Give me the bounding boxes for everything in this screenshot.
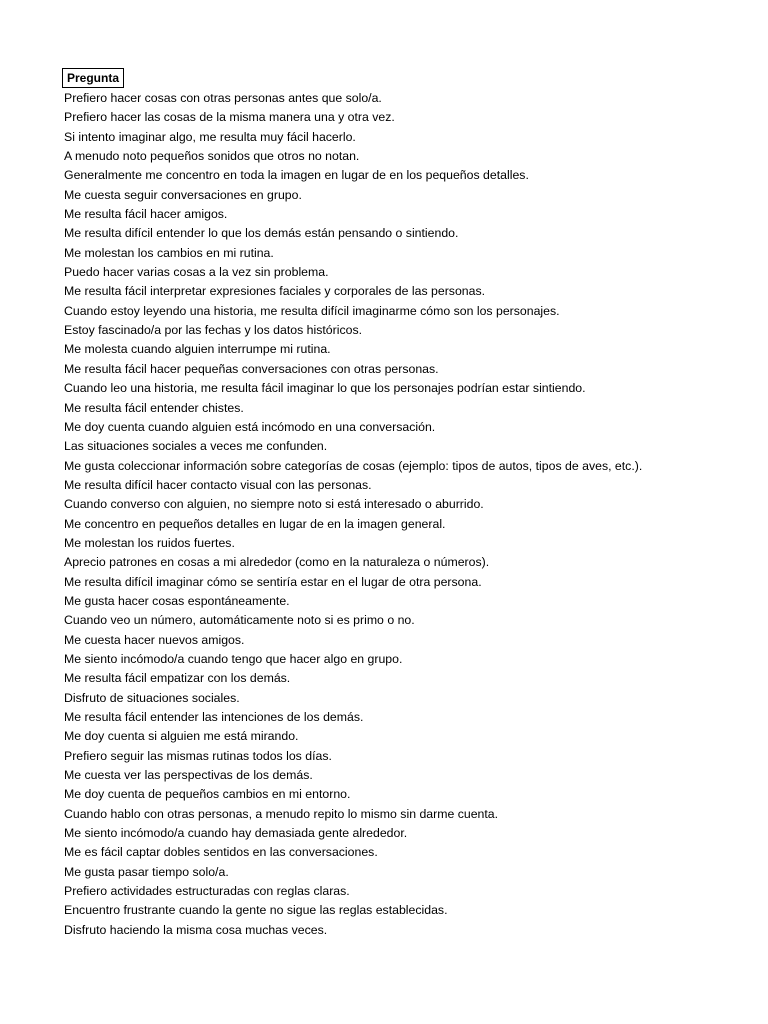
question-item: Prefiero seguir las mismas rutinas todos los días. [64, 748, 332, 763]
question-item: Me resulta fácil entender chistes. [64, 400, 244, 415]
column-header-pregunta: Pregunta [62, 68, 124, 88]
question-item: Cuando converso con alguien, no siempre noto si está interesado o aburrido. [64, 497, 484, 512]
question-item: Me doy cuenta si alguien me está mirando. [64, 729, 299, 744]
question-item: Las situaciones sociales a veces me confunden. [64, 439, 328, 454]
question-item: A menudo noto pequeños sonidos que otros no notan. [64, 149, 360, 164]
question-item: Me siento incómodo/a cuando tengo que hacer algo en grupo. [64, 651, 403, 666]
question-item: Me siento incómodo/a cuando hay demasiada gente alrededor. [64, 826, 408, 841]
question-item: Aprecio patrones en cosas a mi alrededor (como en la naturaleza o números). [64, 555, 490, 570]
question-item: Me concentro en pequeños detalles en lugar de en la imagen general. [64, 516, 446, 531]
question-item: Cuando hablo con otras personas, a menudo repito lo mismo sin darme cuenta. [64, 806, 499, 821]
question-item: Me doy cuenta cuando alguien está incómodo en una conversación. [64, 419, 436, 434]
question-item: Me molesta cuando alguien interrumpe mi rutina. [64, 342, 331, 357]
question-item: Me gusta hacer cosas espontáneamente. [64, 593, 290, 608]
question-item: Si intento imaginar algo, me resulta muy fácil hacerlo. [64, 129, 356, 144]
question-item: Encuentro frustrante cuando la gente no sigue las reglas establecidas. [64, 903, 448, 918]
question-item: Prefiero actividades estructuradas con reglas claras. [64, 884, 350, 899]
question-item: Disfruto haciendo la misma cosa muchas veces. [64, 922, 328, 937]
question-item: Me resulta fácil hacer amigos. [64, 207, 228, 222]
question-item: Cuando leo una historia, me resulta fácil imaginar lo que los personajes podrían estar sintiendo. [64, 381, 586, 396]
question-item: Puedo hacer varias cosas a la vez sin problema. [64, 265, 329, 280]
question-item: Me gusta coleccionar información sobre categorías de cosas (ejemplo: tipos de autos, tipos de aves, etc.). [64, 458, 643, 473]
question-item: Prefiero hacer las cosas de la misma manera una y otra vez. [64, 110, 395, 125]
question-item: Estoy fascinado/a por las fechas y los datos históricos. [64, 323, 363, 338]
question-item: Prefiero hacer cosas con otras personas antes que solo/a. [64, 91, 382, 105]
question-item: Me resulta difícil entender lo que los demás están pensando o sintiendo. [64, 226, 459, 241]
question-item: Me resulta fácil interpretar expresiones faciales y corporales de las personas. [64, 284, 486, 299]
question-item: Me resulta difícil imaginar cómo se sentiría estar en el lugar de otra persona. [64, 574, 482, 589]
question-item: Me gusta pasar tiempo solo/a. [64, 864, 229, 879]
question-item: Me resulta fácil empatizar con los demás. [64, 671, 291, 686]
question-item: Generalmente me concentro en toda la imagen en lugar de en los pequeños detalles. [64, 168, 529, 183]
question-item: Me resulta fácil entender las intenciones de los demás. [64, 710, 364, 724]
question-item: Me es fácil captar dobles sentidos en las conversaciones. [64, 845, 378, 860]
question-list [64, 89, 642, 940]
question-item: Me resulta difícil hacer contacto visual con las personas. [64, 477, 372, 492]
question-item: Cuando estoy leyendo una historia, me resulta difícil imaginarme cómo son los personajes. [64, 303, 560, 318]
question-item: Me doy cuenta de pequeños cambios en mi entorno. [64, 787, 351, 802]
question-item: Me molestan los cambios en mi rutina. [64, 245, 274, 260]
question-item: Me molestan los ruidos fuertes. [64, 535, 235, 550]
question-item: Me cuesta seguir conversaciones en grupo. [64, 187, 302, 202]
question-item: Me cuesta hacer nuevos amigos. [64, 632, 245, 647]
question-item: Me cuesta ver las perspectivas de los demás. [64, 768, 313, 783]
question-item: Disfruto de situaciones sociales. [64, 690, 240, 705]
question-item: Cuando veo un número, automáticamente noto si es primo o no. [64, 613, 415, 628]
question-item: Me resulta fácil hacer pequeñas conversaciones con otras personas. [64, 361, 439, 376]
